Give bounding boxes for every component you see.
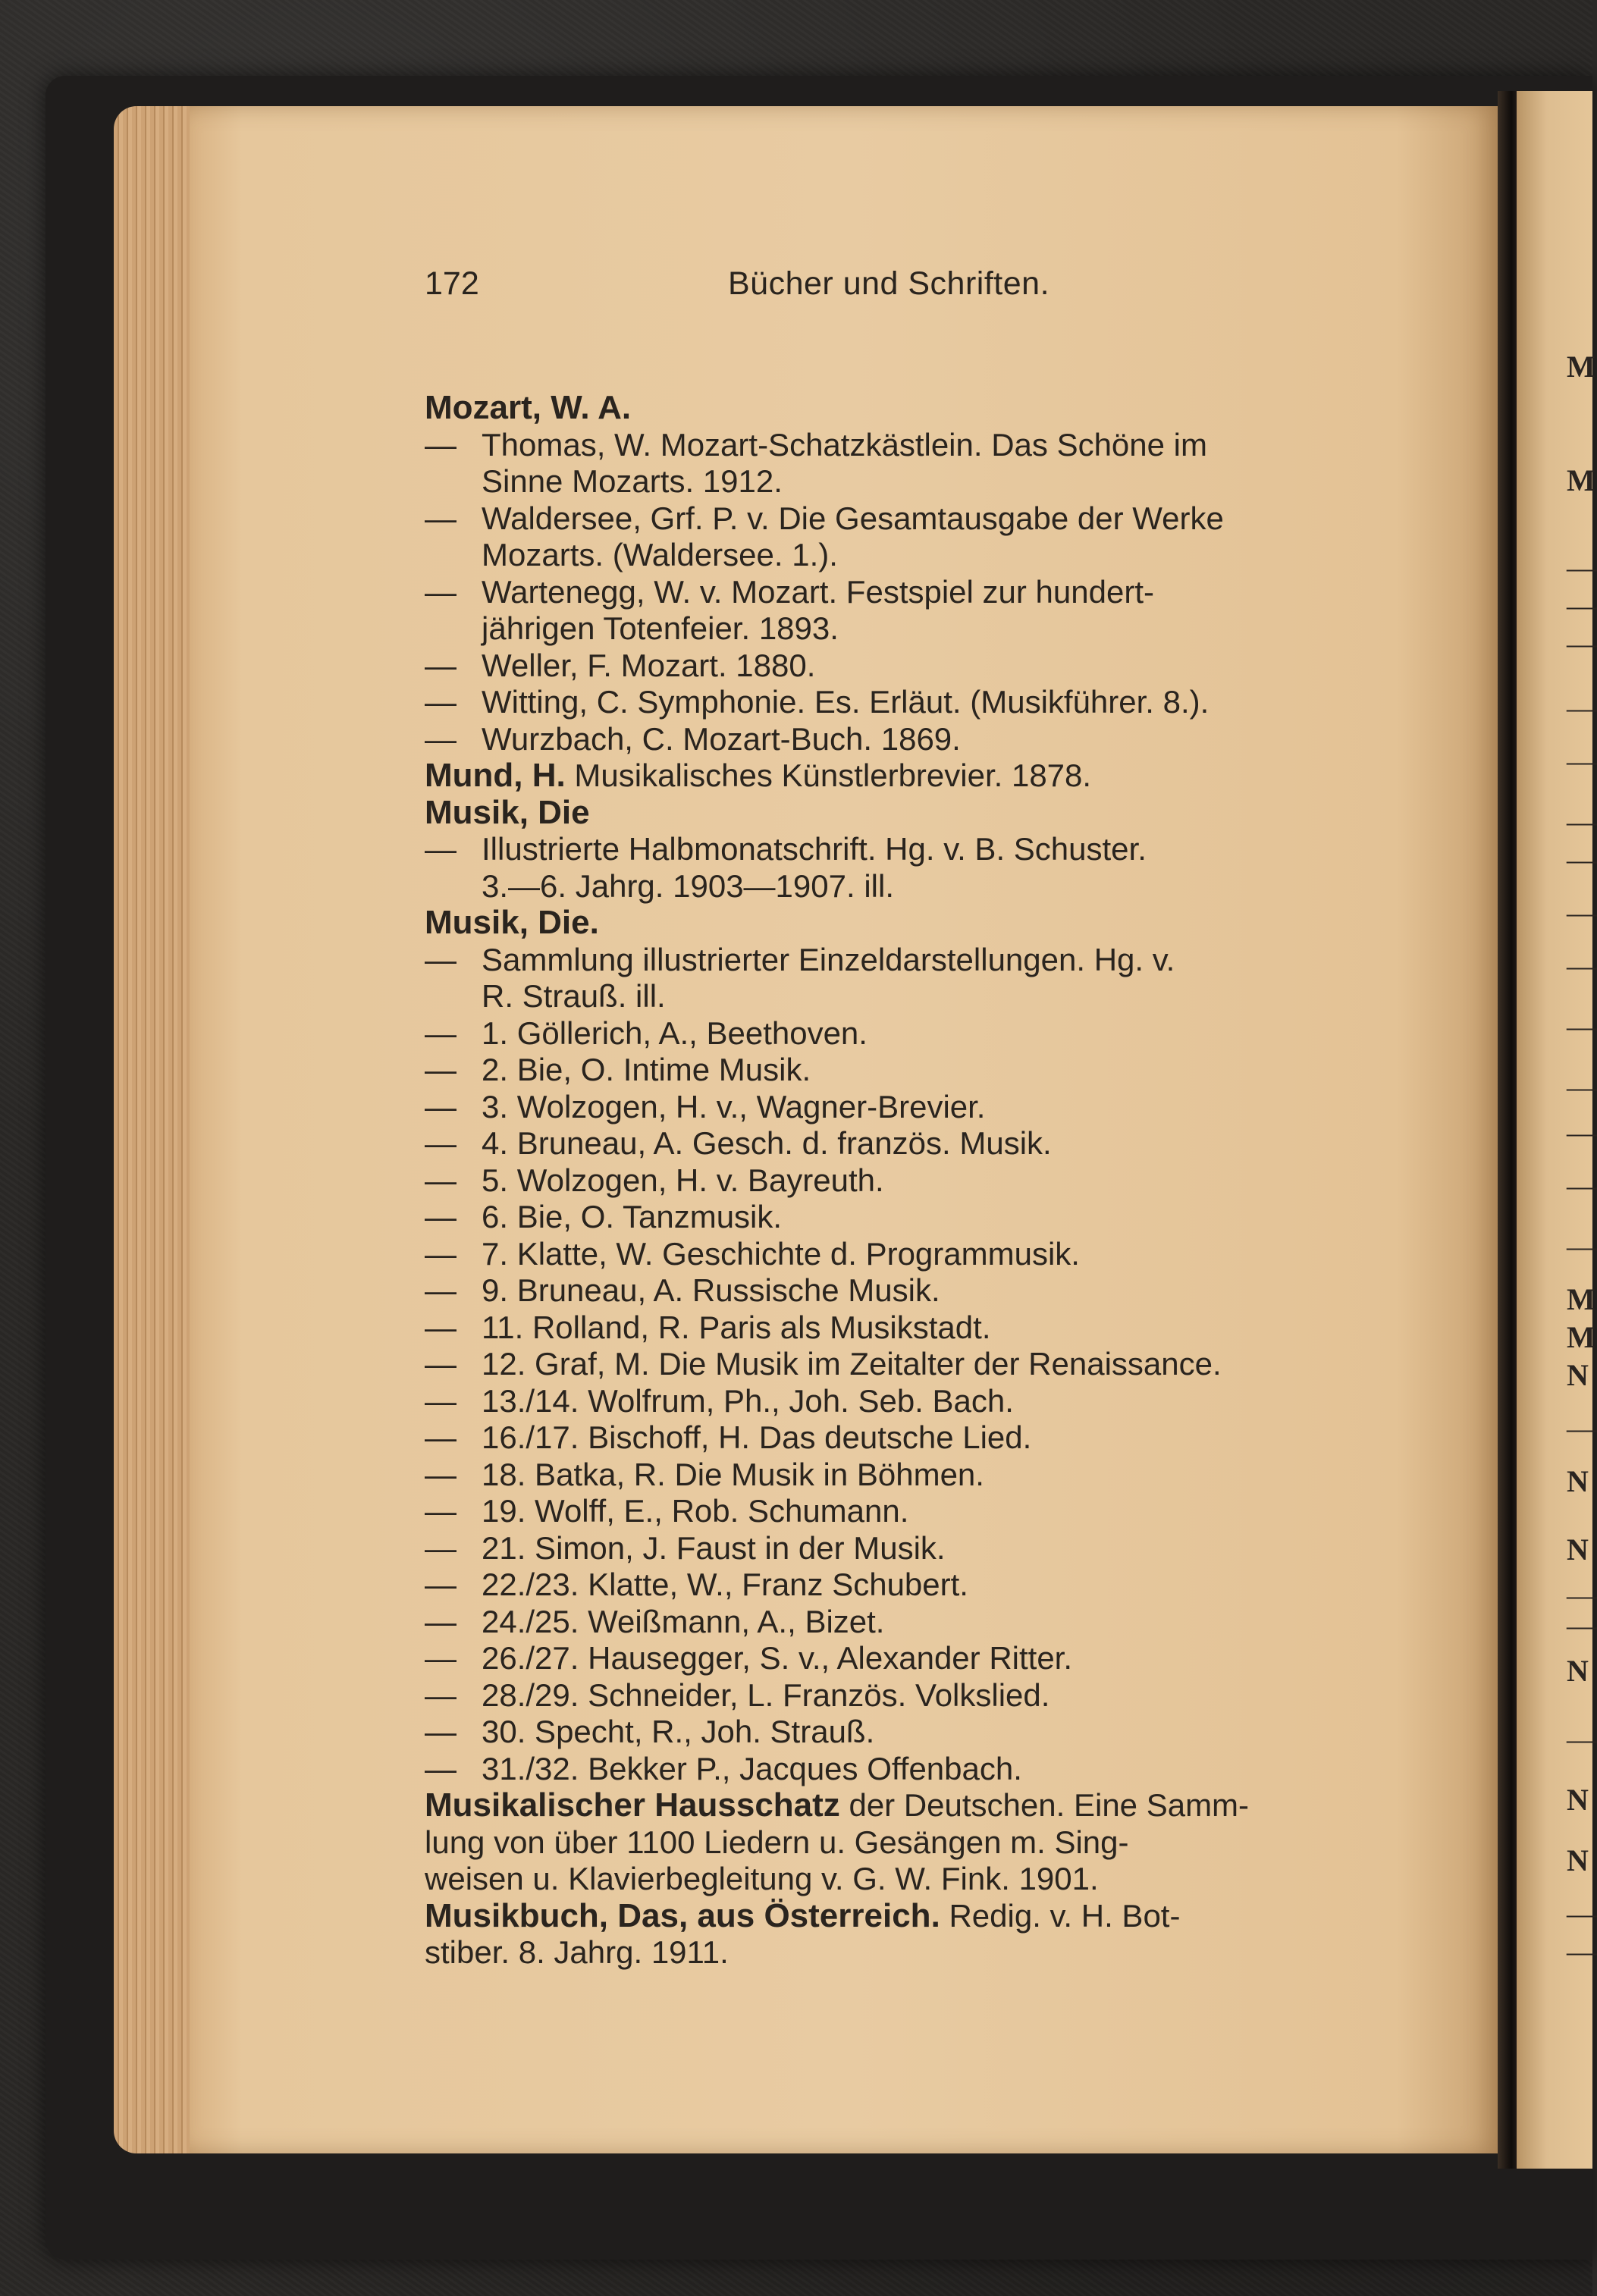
- subentry-text: Mozarts. (Waldersee. 1.).: [482, 537, 838, 572]
- entry-continuation: [425, 1934, 1426, 1971]
- facing-page-fragment: —: [1567, 1115, 1597, 1150]
- subentry-text: 16./17. Bischoff, H. Das deutsche Lied.: [482, 1419, 1032, 1455]
- subentry-continuation: [425, 868, 1426, 905]
- subentry-text: 3. Wolzogen, H. v., Wagner-Brevier.: [482, 1088, 986, 1124]
- subentry: [425, 1199, 1426, 1236]
- subentry: [425, 1015, 1426, 1052]
- facing-page-fragment: —: [1567, 691, 1597, 725]
- entry-heading-text: Mund, H.: [425, 757, 566, 794]
- subentry: [425, 684, 1426, 721]
- subentry: [425, 1162, 1426, 1200]
- dash-marker: —: [425, 1235, 457, 1272]
- dash-marker: —: [425, 1382, 457, 1419]
- dash-marker: —: [425, 1677, 457, 1713]
- facing-page-fragment: —: [1567, 1722, 1597, 1756]
- dash-marker: —: [425, 426, 457, 463]
- subentry-text: 5. Wolzogen, H. v. Bayreuth.: [482, 1162, 884, 1198]
- subentry-text: 13./14. Wolfrum, Ph., Joh. Seb. Bach.: [482, 1382, 1014, 1419]
- facing-page-fragment: —: [1567, 1934, 1597, 1968]
- entry-text: der Deutschen. Eine Samm-: [849, 1787, 1250, 1823]
- facing-page-fragment: —: [1567, 805, 1597, 839]
- dash-marker: —: [425, 1567, 457, 1602]
- subentry-text: 31./32. Bekker P., Jacques Offenbach.: [482, 1750, 1022, 1786]
- facing-page-edge: [1517, 91, 1597, 2169]
- entry-heading: [425, 905, 1426, 942]
- entry-continuation-text: weisen u. Klavierbegleitung v. G. W. Fink. 1901.: [425, 1861, 1099, 1896]
- entry-continuation-text: lung von über 1100 Liedern u. Gesängen m. Sing-: [425, 1824, 1129, 1860]
- page-content: [425, 265, 1426, 1971]
- dash-marker: —: [425, 941, 457, 977]
- facing-page-fragment: —: [1567, 1896, 1597, 1931]
- subentry-text: 19. Wolff, E., Rob. Schumann.: [482, 1493, 909, 1529]
- dash-marker: —: [425, 1529, 457, 1566]
- subentry: [425, 427, 1426, 464]
- subentry-text: Sinne Mozarts. 1912.: [482, 463, 783, 499]
- subentry: [425, 1383, 1426, 1420]
- entry-text: Redig. v. H. Bot-: [949, 1897, 1181, 1934]
- entry-heading: [425, 795, 1426, 832]
- dash-marker: —: [425, 1052, 457, 1087]
- subentry-continuation: [425, 978, 1426, 1015]
- dash-marker: —: [425, 1015, 457, 1051]
- facing-page-fragment: N: [1567, 1358, 1589, 1392]
- facing-page-fragment: —: [1567, 626, 1597, 660]
- facing-page-fragment: —: [1567, 949, 1597, 983]
- subentry-text: Weller, F. Mozart. 1880.: [482, 647, 816, 683]
- subentry-text: 12. Graf, M. Die Musik im Zeitalter der Renaissance.: [482, 1346, 1222, 1382]
- subentry: [425, 1272, 1426, 1310]
- facing-page-fragment: —: [1567, 550, 1597, 585]
- subentry: [425, 1640, 1426, 1677]
- dash-marker: —: [425, 1088, 457, 1124]
- subentry-text: 24./25. Weißmann, A., Bizet.: [482, 1603, 885, 1639]
- subentry-continuation: [425, 610, 1426, 648]
- subentry: [425, 942, 1426, 979]
- entry-heading: [425, 1898, 1426, 1935]
- subentry-text: jährigen Totenfeier. 1893.: [482, 610, 839, 646]
- subentry: [425, 1714, 1426, 1751]
- dash-marker: —: [425, 1309, 457, 1345]
- entry-heading-text: Mozart, W. A.: [425, 389, 632, 426]
- facing-page-fragment: —: [1567, 1229, 1597, 1263]
- entry-continuation: [425, 1824, 1426, 1862]
- dash-marker: —: [425, 647, 457, 683]
- facing-page-fragment: —: [1567, 896, 1597, 930]
- facing-page-fragment: —: [1567, 744, 1597, 778]
- subentry-text: 1. Göllerich, A., Beethoven.: [482, 1015, 868, 1051]
- subentry: [425, 1089, 1426, 1126]
- facing-page-fragment: —: [1567, 588, 1597, 623]
- subentry-continuation: [425, 537, 1426, 574]
- dash-marker: —: [425, 1456, 457, 1492]
- dash-marker: —: [425, 1272, 457, 1308]
- subentry-text: R. Strauß. ill.: [482, 978, 666, 1014]
- facing-page-fragment: —: [1567, 1168, 1597, 1203]
- dash-marker: —: [425, 1199, 457, 1234]
- subentry: [425, 1530, 1426, 1567]
- facing-page-fragment: N: [1567, 1464, 1589, 1498]
- subentry: [425, 1346, 1426, 1383]
- subentry-text: Wartenegg, W. v. Mozart. Festspiel zur hundert-: [482, 573, 1154, 610]
- facing-page-fragment: M: [1567, 1320, 1595, 1354]
- subentry: [425, 1457, 1426, 1494]
- dash-marker: —: [425, 1346, 457, 1382]
- entry-heading: [425, 757, 1426, 795]
- subentry-text: Wurzbach, C. Mozart-Buch. 1869.: [482, 720, 961, 757]
- facing-page-fragment: M: [1567, 1282, 1595, 1316]
- subentry: [425, 1236, 1426, 1273]
- entry-continuation: [425, 1861, 1426, 1898]
- page-number: 172: [425, 265, 479, 302]
- facing-page-fragment: —: [1567, 1070, 1597, 1104]
- subentry-text: 3.—6. Jahrg. 1903—1907. ill.: [482, 867, 894, 904]
- facing-page-fragment: N: [1567, 1532, 1589, 1567]
- dash-marker: —: [425, 500, 457, 536]
- subentry-text: 11. Rolland, R. Paris als Musikstadt.: [482, 1309, 991, 1345]
- subentry-text: 30. Specht, R., Joh. Strauß.: [482, 1714, 875, 1749]
- facing-page-fragment: —: [1567, 1578, 1597, 1612]
- entry-text: Musikalisches Künstlerbrevier. 1878.: [574, 757, 1092, 793]
- facing-page-fragment: M: [1567, 463, 1595, 497]
- subentry-continuation: [425, 463, 1426, 500]
- subentry-text: 21. Simon, J. Faust in der Musik.: [482, 1529, 946, 1566]
- entry-continuation-text: stiber. 8. Jahrg. 1911.: [425, 1934, 729, 1970]
- subentry-text: 2. Bie, O. Intime Musik.: [482, 1052, 811, 1087]
- facing-page-fragment: —: [1567, 1009, 1597, 1043]
- subentry: [425, 574, 1426, 611]
- subentry: [425, 1677, 1426, 1714]
- subentry-text: Waldersee, Grf. P. v. Die Gesamtausgabe der Werke: [482, 500, 1224, 536]
- facing-page-fragment: —: [1567, 1608, 1597, 1642]
- entry-heading-text: Musik, Die: [425, 793, 590, 831]
- dash-marker: —: [425, 1419, 457, 1455]
- page-header: [425, 265, 1426, 318]
- subentry-text: 7. Klatte, W. Geschichte d. Programmusik.: [482, 1235, 1080, 1272]
- facing-page-fragment: N: [1567, 1843, 1589, 1877]
- subentry-text: 26./27. Hausegger, S. v., Alexander Ritter.: [482, 1640, 1073, 1676]
- subentry-text: Witting, C. Symphonie. Es. Erläut. (Musikführer. 8.).: [482, 684, 1210, 720]
- subentry: [425, 1310, 1426, 1347]
- subentry: [425, 1125, 1426, 1162]
- dash-marker: —: [425, 1640, 457, 1676]
- subentry-text: Illustrierte Halbmonatschrift. Hg. v. B. Schuster.: [482, 831, 1147, 867]
- entry-heading: [425, 390, 1426, 427]
- dash-marker: —: [425, 684, 457, 720]
- subentry-text: 6. Bie, O. Tanzmusik.: [482, 1199, 783, 1234]
- subentry-text: 18. Batka, R. Die Musik in Böhmen.: [482, 1456, 984, 1492]
- facing-page-fragment: N: [1567, 1783, 1589, 1817]
- subentry: [425, 721, 1426, 758]
- subentry: [425, 1419, 1426, 1457]
- dash-marker: —: [425, 1750, 457, 1786]
- subentry: [425, 648, 1426, 685]
- dash-marker: —: [425, 1125, 457, 1161]
- subentry: [425, 1604, 1426, 1641]
- entry-heading-text: Musik, Die.: [425, 904, 599, 941]
- subentry: [425, 1751, 1426, 1788]
- running-title: Bücher und Schriften.: [728, 265, 1050, 302]
- subentry-text: Thomas, W. Mozart-Schatzkästlein. Das Schöne im: [482, 426, 1207, 463]
- bibliography-list: [425, 390, 1426, 1971]
- facing-page-fragment: M: [1567, 350, 1595, 384]
- subentry-text: 9. Bruneau, A. Russische Musik.: [482, 1272, 940, 1308]
- dash-marker: —: [425, 720, 457, 757]
- entry-heading-text: Musikalischer Hausschatz: [425, 1786, 840, 1824]
- subentry: [425, 500, 1426, 538]
- subentry-text: 4. Bruneau, A. Gesch. d. französ. Musik.: [482, 1125, 1052, 1161]
- subentry: [425, 831, 1426, 868]
- subentry-text: 22./23. Klatte, W., Franz Schubert.: [482, 1567, 968, 1602]
- subentry-text: Sammlung illustrierter Einzeldarstellungen. Hg. v.: [482, 941, 1175, 977]
- dash-marker: —: [425, 1714, 457, 1749]
- dash-marker: —: [425, 831, 457, 867]
- entry-heading: [425, 1787, 1426, 1824]
- dash-marker: —: [425, 1493, 457, 1529]
- dash-marker: —: [425, 1162, 457, 1198]
- subentry: [425, 1052, 1426, 1089]
- subentry-text: 28./29. Schneider, L. Französ. Volkslied.: [482, 1677, 1050, 1713]
- subentry: [425, 1493, 1426, 1530]
- dash-marker: —: [425, 573, 457, 610]
- facing-page-fragment: —: [1567, 842, 1597, 877]
- entry-heading-text: Musikbuch, Das, aus Österreich.: [425, 1896, 940, 1934]
- subentry: [425, 1567, 1426, 1604]
- dash-marker: —: [425, 1603, 457, 1639]
- facing-page-fragment: N: [1567, 1654, 1589, 1688]
- facing-page-fragment: —: [1567, 1411, 1597, 1445]
